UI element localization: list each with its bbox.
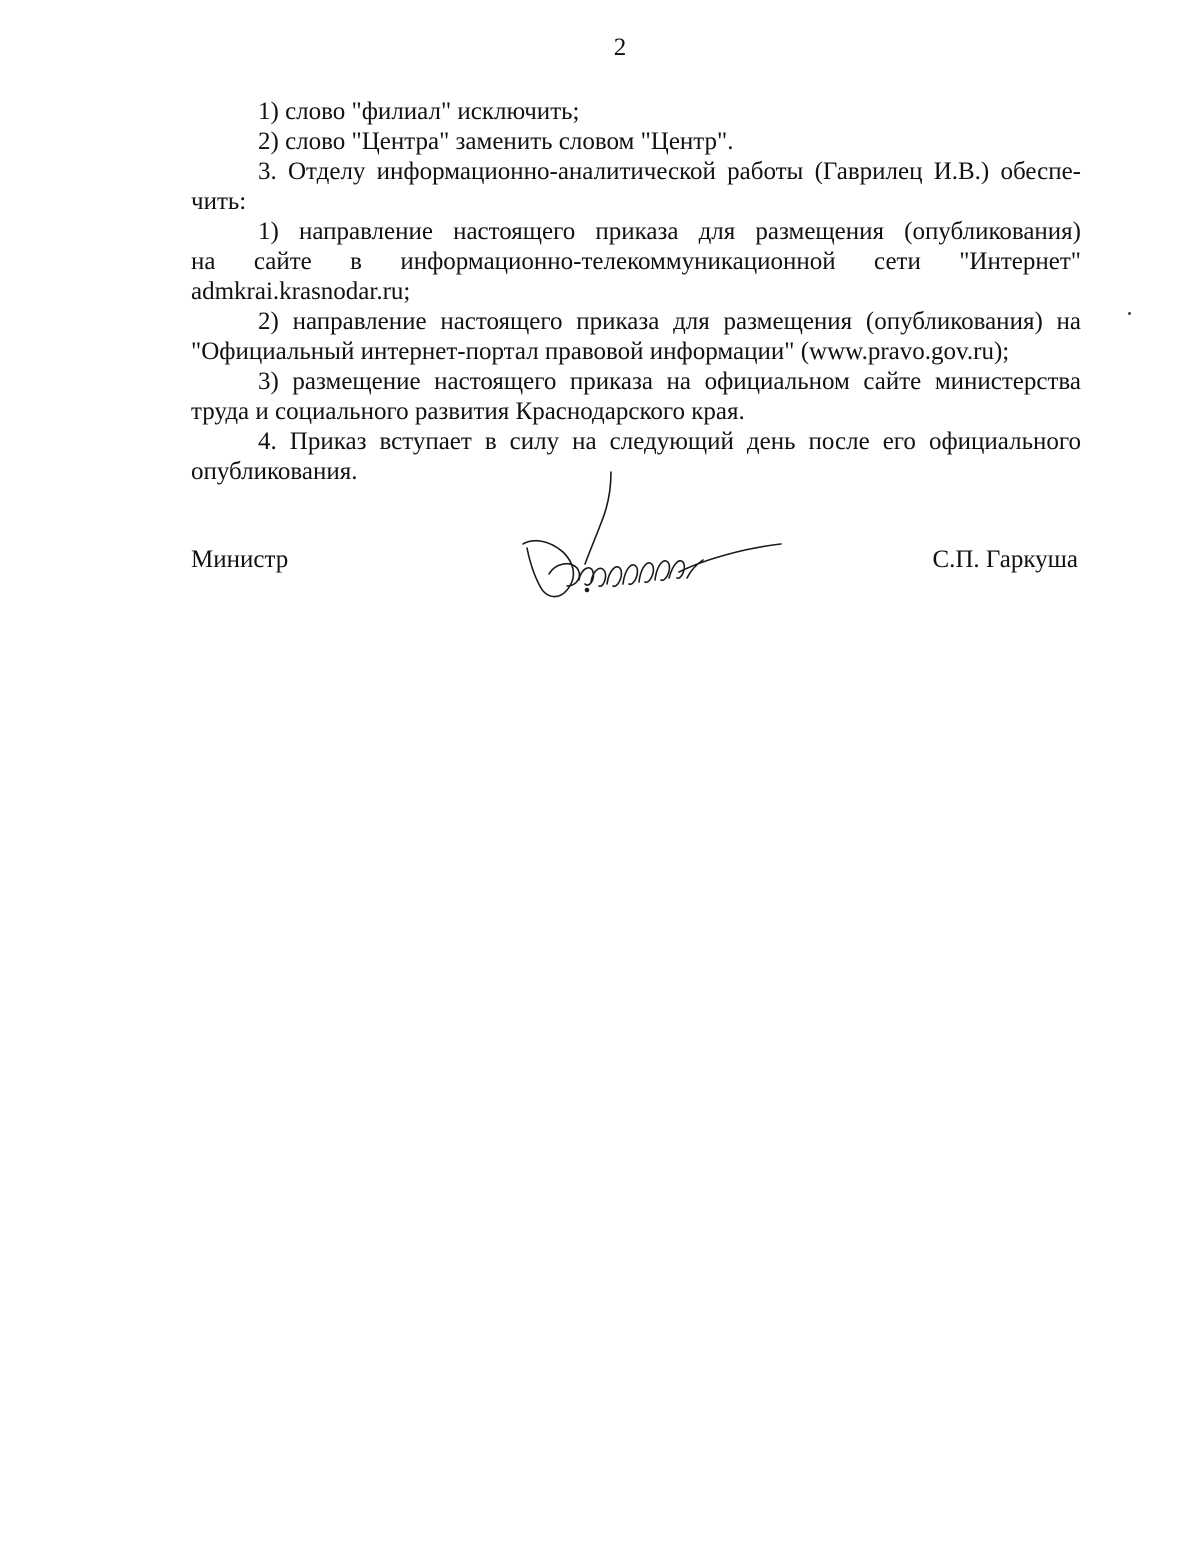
handwritten-signature [519,468,784,608]
signer-name: С.П. Гаркуша [932,546,1078,573]
paragraph-4-line-3: admkrai.krasnodar.ru; [191,278,411,305]
paragraph-item-1: 1) слово "филиал" исключить; [258,98,580,125]
paragraph-6-line-1: 3) размещение настоящего приказа на официальном сайте министерства [258,368,1081,395]
paragraph-3-line-2: чить: [191,188,247,215]
paragraph-7-line-2: опубликования. [191,458,358,485]
paragraph-item-2: 2) слово "Центра" заменить словом "Центр". [258,128,734,155]
signer-position: Министр [191,546,289,573]
document-body [191,97,1081,487]
paragraph-3-line-1: 3. Отделу информационно-аналитической работы (Гаврилец И.В.) обеспе- [258,158,1081,185]
paragraph-4-line-2: на сайте в информационно-телекоммуникационной сети "Интернет" [191,248,1081,275]
page-number: 2 [613,34,627,61]
paragraph-5-line-2: "Официальный интернет-портал правовой информации" (www.pravo.gov.ru); [191,338,1010,365]
scan-dot-artifact [1128,312,1131,315]
paragraph-7-line-1: 4. Приказ вступает в силу на следующий день после его официального [258,428,1081,455]
paragraph-5-line-1: 2) направление настоящего приказа для размещения (опубликования) на [258,308,1081,335]
paragraph-4-line-1: 1) направление настоящего приказа для размещения (опубликования) [258,218,1081,245]
paragraph-6-line-2: труда и социального развития Краснодарского края. [191,398,745,425]
